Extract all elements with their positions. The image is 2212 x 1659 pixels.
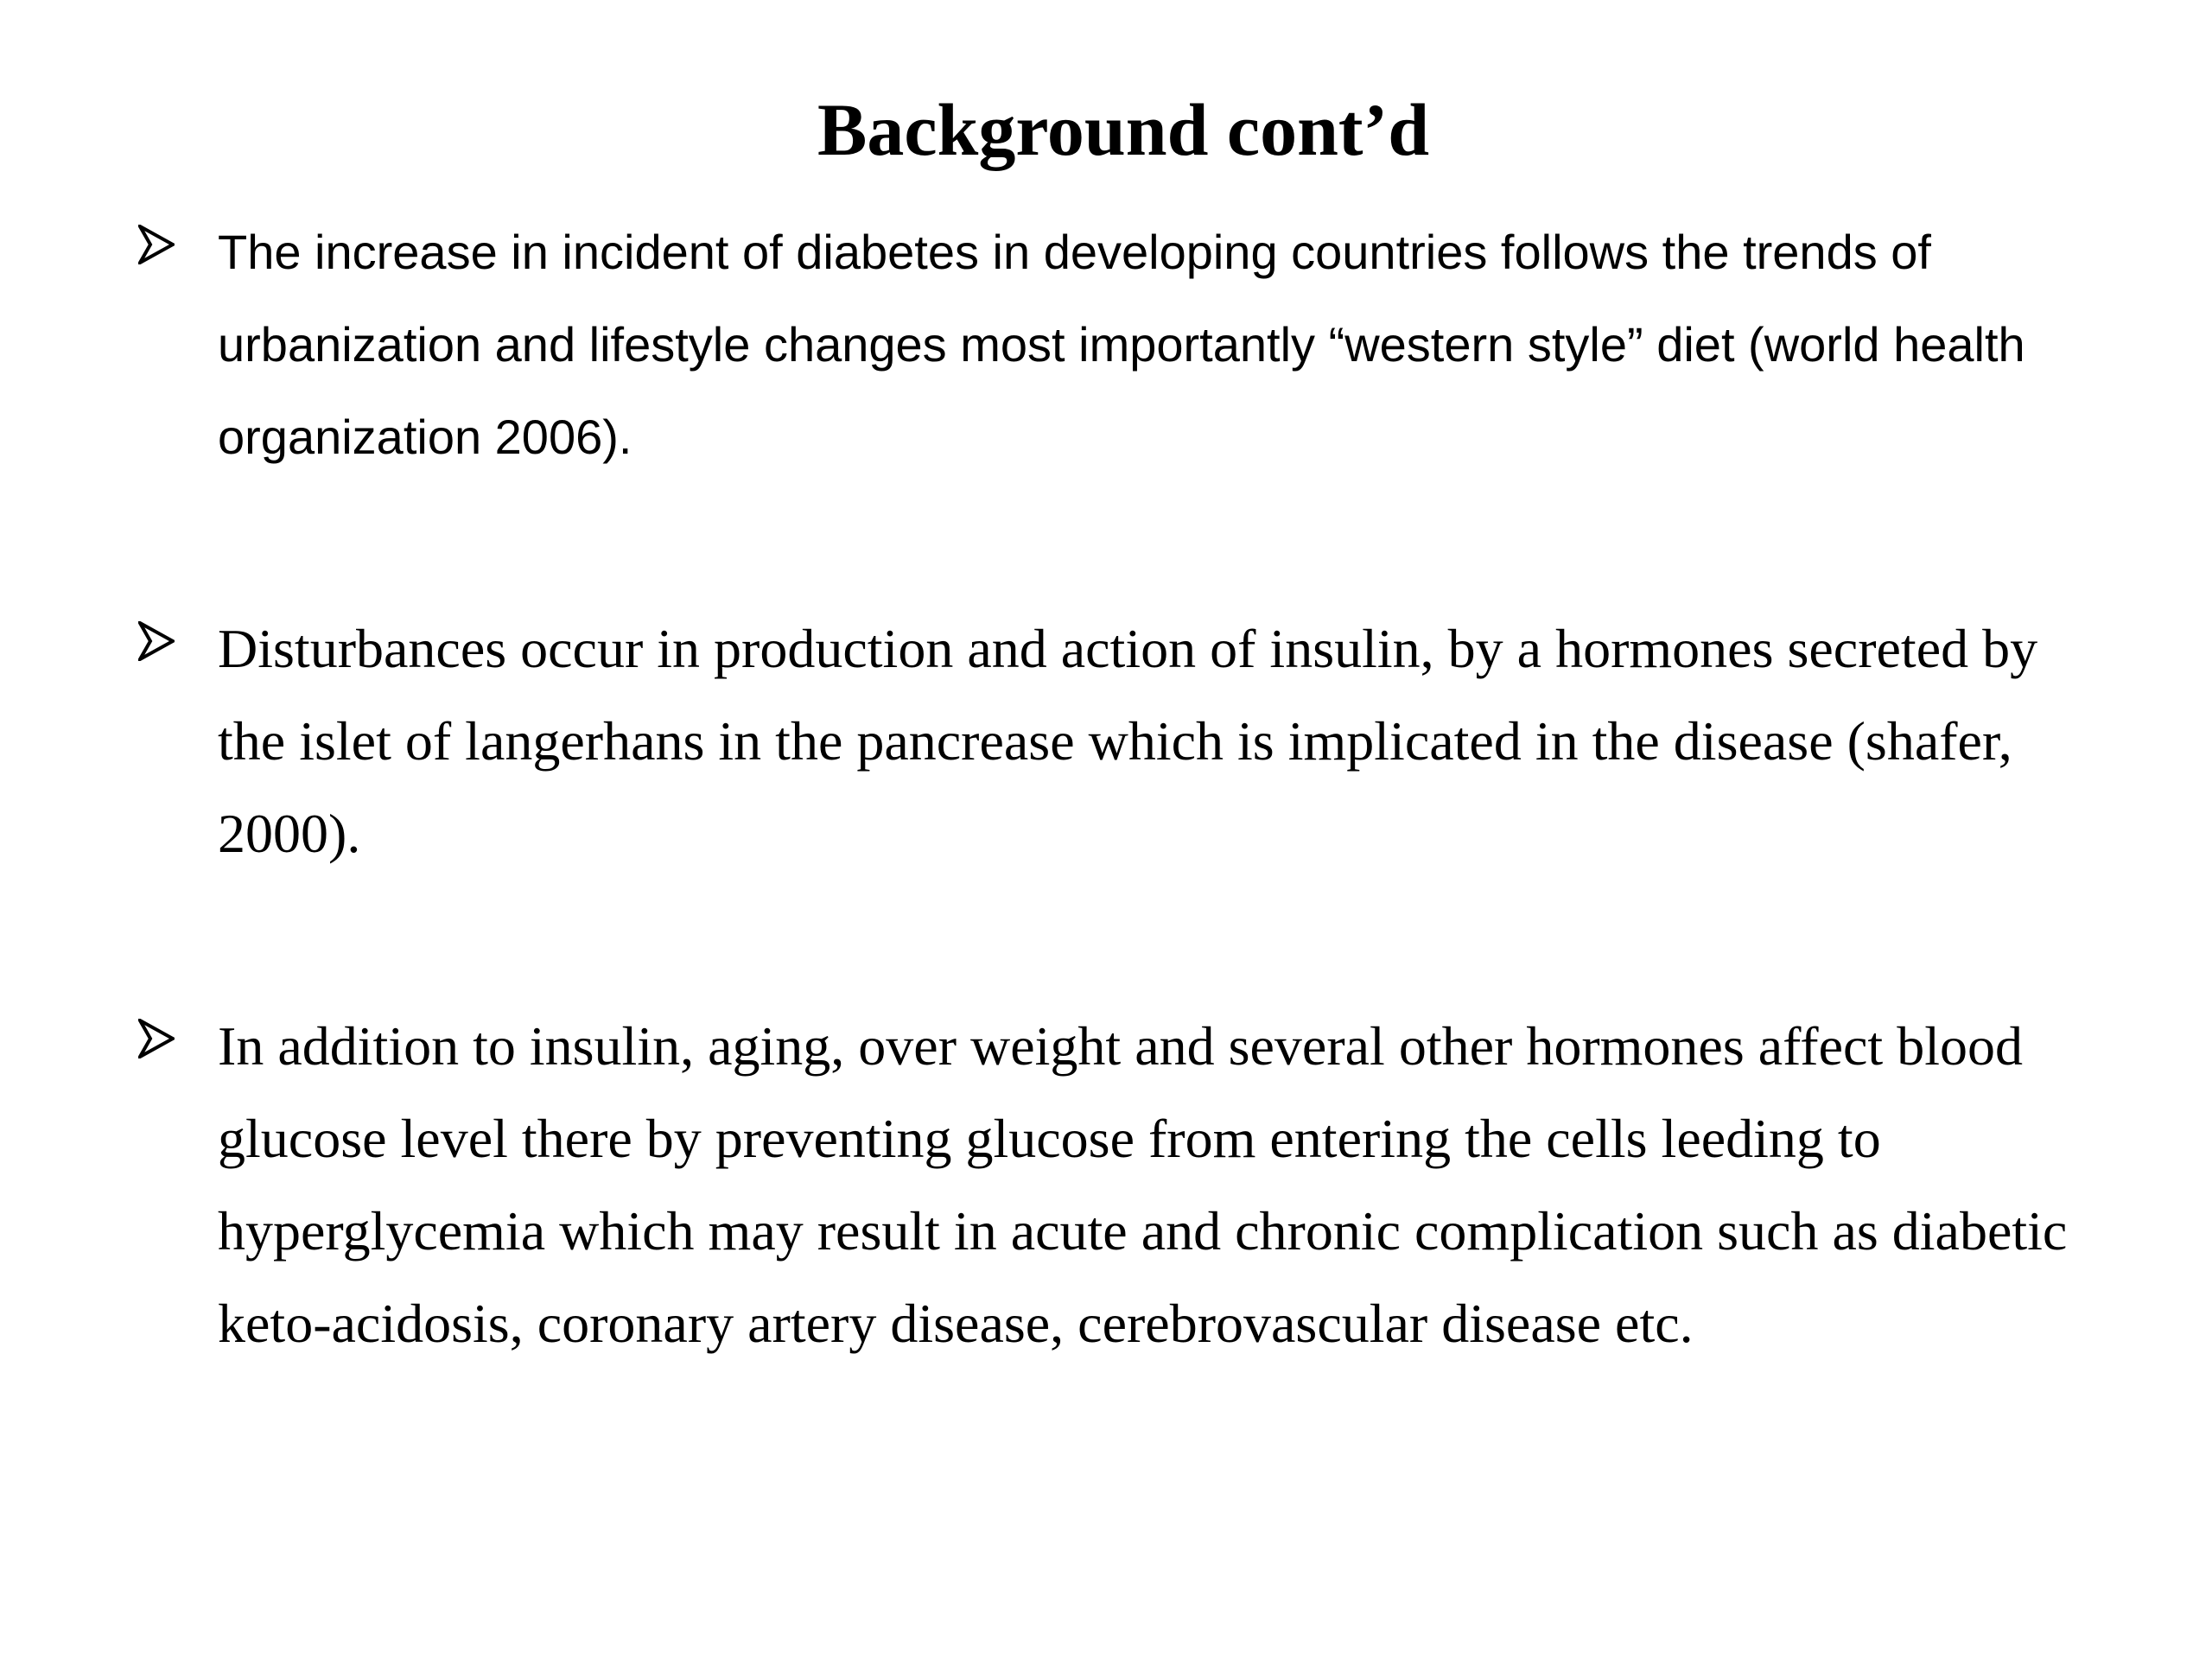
bullet-text: In addition to insulin, aging, over weight and several other hormones affect blood glucose level there by preventing glucose from entering the cells leeding to hyperglycemia which may result in acute and chronic complication such as diabetic keto-acidosis, coronary artery disease, cerebrovascular disease etc.: [218, 1015, 2068, 1354]
arrowhead-bullet-icon: [138, 621, 175, 661]
arrowhead-bullet-icon: [138, 1019, 175, 1058]
bullet-text: Disturbances occur in production and action of insulin, by a hormones secreted by the islet of langerhans in the pancrease which is implicated in the disease (shafer, 2000).: [218, 618, 2038, 864]
slide-title: Background cont’d: [817, 88, 1430, 171]
bullet-text: The increase in incident of diabetes in developing countries follows the trends of urbanization and lifestyle changes most importantly “western style” diet (world health organization 2006).: [218, 225, 2025, 464]
arrowhead-bullet-icon: [138, 225, 175, 264]
